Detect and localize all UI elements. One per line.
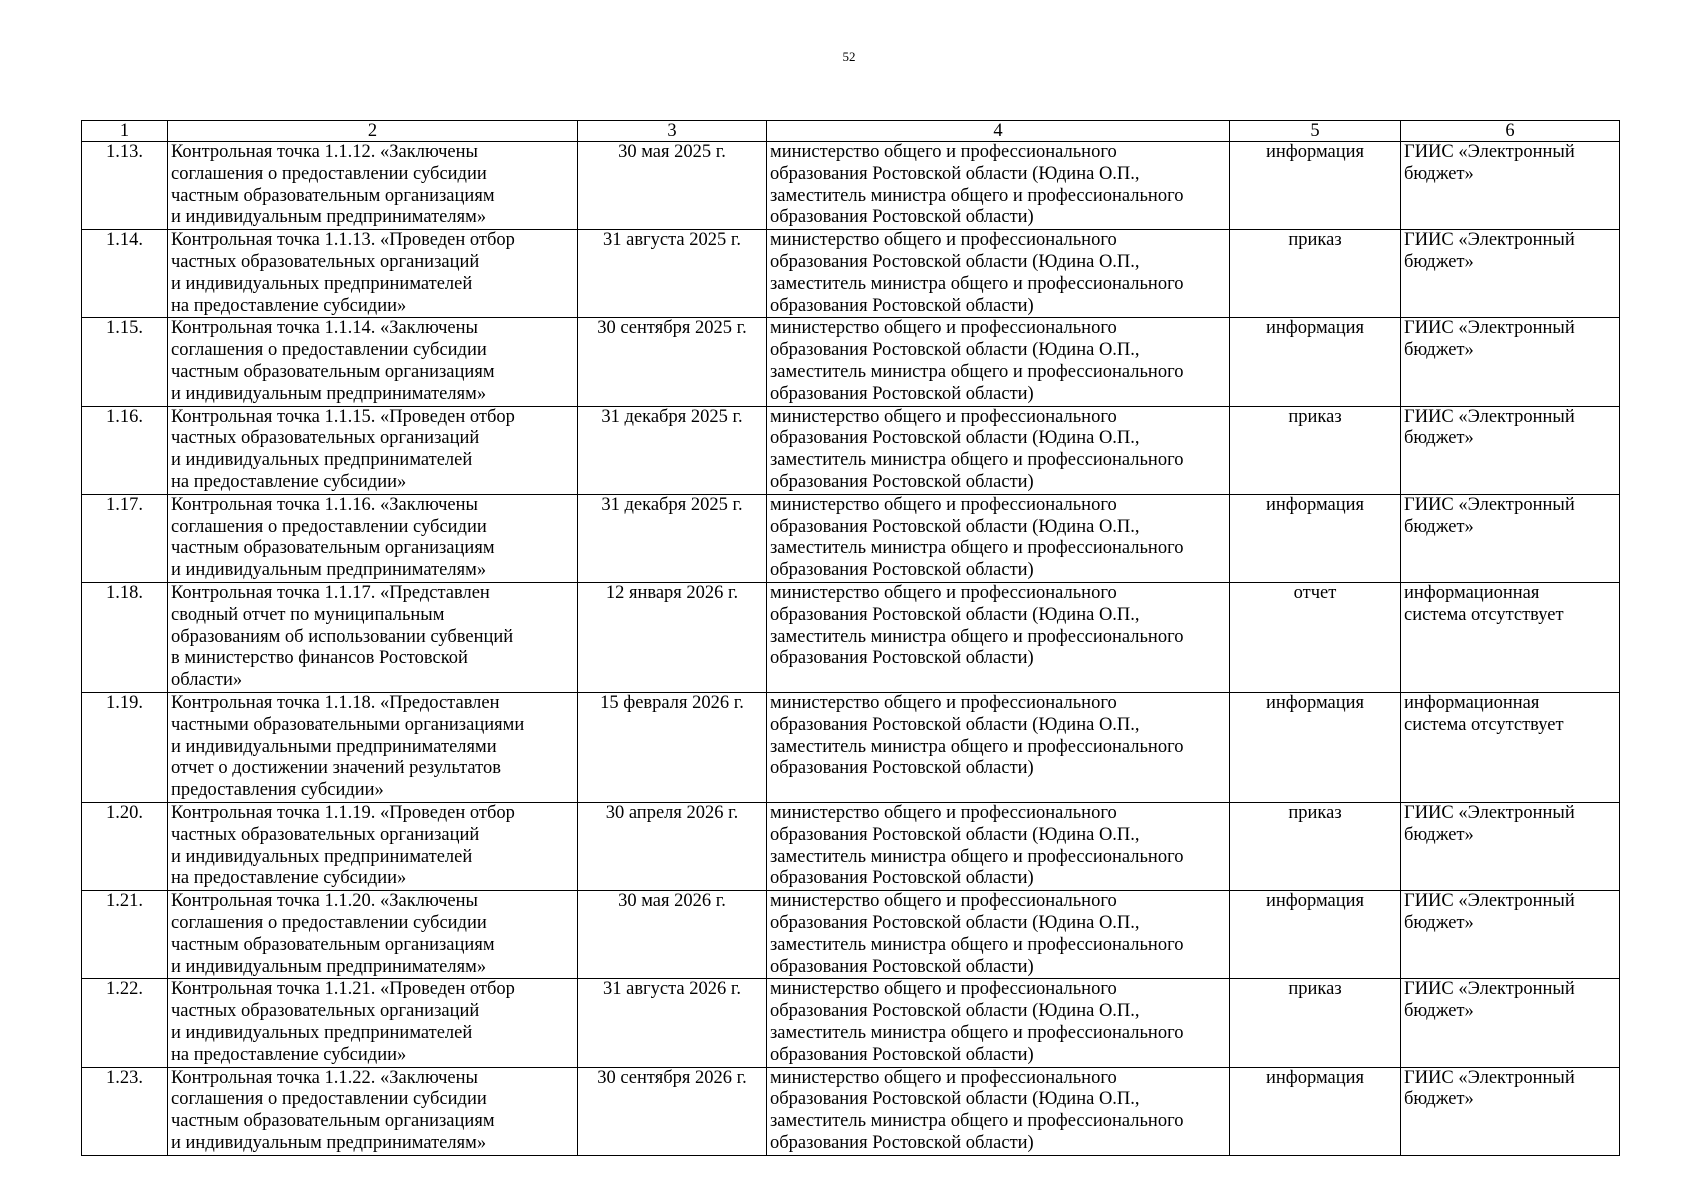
information-system-cell-text: ГИИС «Электронный бюджет»: [1404, 891, 1575, 933]
document-type-cell-text: приказ: [1288, 979, 1342, 1000]
event-cell-text: Контрольная точка 1.1.14. «Заключены соглашения о предоставлении субсидии частным образовательным организациям и индивидуальным предпринимателям»: [171, 318, 495, 404]
event-cell-text: Контрольная точка 1.1.13. «Проведен отбор частных образовательных организаций и индивидуальных предпринимателей на предоставление субсидии»: [171, 230, 515, 316]
information-system-cell: [1401, 802, 1620, 890]
event-cell-text: Контрольная точка 1.1.19. «Проведен отбор частных образовательных организаций и индивидуальных предпринимателей на предоставление субсидии»: [171, 802, 515, 889]
information-system-cell: [1401, 494, 1620, 582]
deadline-cell: [578, 318, 767, 406]
deadline-cell-text: 31 августа 2025 г.: [602, 230, 742, 251]
deadline-cell: [578, 891, 767, 979]
event-cell: [168, 979, 578, 1067]
responsible-cell: [767, 318, 1230, 406]
table-row: [82, 494, 1620, 582]
document-type-cell: [1230, 318, 1401, 406]
information-system-cell-text: ГИИС «Электронный бюджет»: [1404, 406, 1575, 449]
information-system-cell-text: ГИИС «Электронный бюджет»: [1404, 1067, 1575, 1110]
event-cell: [168, 891, 578, 979]
information-system-cell-text: ГИИС «Электронный бюджет»: [1404, 494, 1575, 537]
responsible-cell: [767, 1067, 1230, 1155]
document-type-cell-text: информация: [1265, 692, 1365, 713]
table-row: [82, 979, 1620, 1067]
responsible-cell: [767, 692, 1230, 802]
document-type-cell: [1230, 692, 1401, 802]
event-cell: [168, 494, 578, 582]
responsible-cell: [767, 979, 1230, 1067]
table-row: [82, 318, 1620, 406]
row-number-cell: [82, 582, 168, 692]
deadline-cell-text: 30 сентября 2025 г.: [597, 318, 747, 339]
responsible-cell-text: министерство общего и профессионального образования Ростовской области (Юдина О.П., заместитель министра общего и профессионального образования Ростовской области): [770, 802, 1184, 889]
column-header: 4: [767, 121, 1230, 142]
responsible-cell-text: министерство общего и профессионального образования Ростовской области (Юдина О.П., заместитель министра общего и профессионального образования Ростовской области): [770, 494, 1184, 581]
document-type-cell-text: информация: [1265, 142, 1365, 162]
responsible-cell: [767, 582, 1230, 692]
row-number-cell-text: 1.21.: [106, 891, 143, 912]
deadline-cell: [578, 979, 767, 1067]
responsible-cell-text: министерство общего и профессионального образования Ростовской области (Юдина О.П., заместитель министра общего и профессионального образования Ростовской области): [770, 1067, 1184, 1153]
event-cell: [168, 802, 578, 890]
information-system-cell-text: ГИИС «Электронный бюджет»: [1404, 230, 1575, 272]
information-system-cell-text: информационная система отсутствует: [1404, 692, 1564, 735]
event-cell-text: Контрольная точка 1.1.20. «Заключены соглашения о предоставлении субсидии частным образовательным организациям и индивидуальным предпринимателям»: [171, 891, 495, 977]
document-type-cell-text: информация: [1265, 494, 1365, 515]
document-type-cell: [1230, 406, 1401, 494]
information-system-cell-text: ГИИС «Электронный бюджет»: [1404, 802, 1575, 845]
document-type-cell-text: приказ: [1288, 230, 1342, 251]
responsible-cell-text: министерство общего и профессионального образования Ростовской области (Юдина О.П., заместитель министра общего и профессионального образования Ростовской области): [770, 891, 1184, 977]
deadline-cell-text: 31 августа 2026 г.: [602, 979, 742, 1000]
document-type-cell: [1230, 802, 1401, 890]
document-type-cell-text: информация: [1265, 318, 1365, 339]
row-number-cell: [82, 318, 168, 406]
event-cell: [168, 230, 578, 318]
table-row: [82, 802, 1620, 890]
row-number-cell-text: 1.15.: [106, 318, 143, 339]
deadline-cell: [578, 1067, 767, 1155]
table-body: [82, 142, 1620, 1156]
column-header: 3: [578, 121, 767, 142]
column-header: 2: [168, 121, 578, 142]
document-type-cell: [1230, 582, 1401, 692]
event-cell: [168, 142, 578, 230]
information-system-cell: [1401, 582, 1620, 692]
row-number-cell-text: 1.14.: [106, 230, 143, 251]
row-number-cell-text: 1.13.: [106, 142, 143, 162]
responsible-cell: [767, 142, 1230, 230]
table-row: [82, 692, 1620, 802]
event-cell-text: Контрольная точка 1.1.16. «Заключены соглашения о предоставлении субсидии частным образовательным организациям и индивидуальным предпринимателям»: [171, 494, 495, 581]
information-system-cell-text: информационная система отсутствует: [1404, 582, 1564, 625]
row-number-cell: [82, 891, 168, 979]
table-row: [82, 582, 1620, 692]
table-row: [82, 891, 1620, 979]
deadline-cell: [578, 802, 767, 890]
row-number-cell-text: 1.20.: [106, 802, 143, 823]
responsible-cell-text: министерство общего и профессионального образования Ростовской области (Юдина О.П., заместитель министра общего и профессионального образования Ростовской области): [770, 406, 1184, 492]
document-type-cell-text: приказ: [1288, 406, 1342, 427]
document-type-cell-text: отчет: [1293, 582, 1337, 603]
row-number-cell: [82, 406, 168, 494]
event-cell: [168, 1067, 578, 1155]
event-cell-text: Контрольная точка 1.1.15. «Проведен отбор частных образовательных организаций и индивидуальных предпринимателей на предоставление субсидии»: [171, 406, 515, 492]
document-type-cell-text: приказ: [1288, 802, 1342, 823]
row-number-cell-text: 1.17.: [106, 494, 143, 515]
information-system-cell: [1401, 979, 1620, 1067]
information-system-cell-text: ГИИС «Электронный бюджет»: [1404, 142, 1575, 184]
control-points-table: [81, 120, 1620, 1156]
information-system-cell: [1401, 230, 1620, 318]
deadline-cell-text: 30 апреля 2026 г.: [605, 802, 739, 823]
table-row: [82, 1067, 1620, 1155]
deadline-cell-text: 30 мая 2025 г.: [618, 142, 726, 162]
responsible-cell: [767, 891, 1230, 979]
information-system-cell: [1401, 318, 1620, 406]
information-system-cell: [1401, 142, 1620, 230]
information-system-cell: [1401, 692, 1620, 802]
responsible-cell-text: министерство общего и профессионального образования Ростовской области (Юдина О.П., заместитель министра общего и профессионального образования Ростовской области): [770, 230, 1184, 316]
event-cell: [168, 582, 578, 692]
deadline-cell-text: 15 февраля 2026 г.: [600, 692, 744, 713]
deadline-cell-text: 31 декабря 2025 г.: [601, 494, 743, 515]
table-header-row: [82, 121, 1620, 142]
column-header: 5: [1230, 121, 1401, 142]
page-number: 52: [842, 49, 856, 64]
deadline-cell: [578, 582, 767, 692]
document-type-cell: [1230, 494, 1401, 582]
event-cell-text: Контрольная точка 1.1.18. «Предоставлен частными образовательными организациями и индивидуальными предпринимателями отчет о достижении значений результатов предоставления субсидии»: [171, 692, 525, 801]
responsible-cell-text: министерство общего и профессионального образования Ростовской области (Юдина О.П., заместитель министра общего и профессионального образования Ростовской области): [770, 979, 1184, 1065]
responsible-cell: [767, 802, 1230, 890]
document-type-cell: [1230, 1067, 1401, 1155]
responsible-cell: [767, 230, 1230, 318]
document-type-cell: [1230, 142, 1401, 230]
table-row: [82, 142, 1620, 230]
document-type-cell-text: информация: [1265, 1067, 1365, 1088]
document-type-cell-text: информация: [1265, 891, 1365, 912]
deadline-cell-text: 30 мая 2026 г.: [618, 891, 726, 912]
document-type-cell: [1230, 891, 1401, 979]
deadline-cell-text: 30 сентября 2026 г.: [597, 1067, 747, 1088]
row-number-cell: [82, 692, 168, 802]
event-cell: [168, 406, 578, 494]
row-number-cell: [82, 494, 168, 582]
deadline-cell: [578, 406, 767, 494]
responsible-cell: [767, 494, 1230, 582]
row-number-cell: [82, 802, 168, 890]
information-system-cell: [1401, 1067, 1620, 1155]
event-cell-text: Контрольная точка 1.1.12. «Заключены соглашения о предоставлении субсидии частным образовательным организациям и индивидуальным предпринимателям»: [171, 142, 495, 228]
row-number-cell: [82, 1067, 168, 1155]
document-type-cell: [1230, 230, 1401, 318]
row-number-cell-text: 1.19.: [106, 692, 143, 713]
responsible-cell-text: министерство общего и профессионального образования Ростовской области (Юдина О.П., заместитель министра общего и профессионального образования Ростовской области): [770, 582, 1184, 669]
row-number-cell-text: 1.18.: [106, 582, 143, 603]
event-cell-text: Контрольная точка 1.1.17. «Представлен сводный отчет по муниципальным образованиям об использовании субвенций в министерство финансов Ростовской области»: [171, 582, 514, 691]
table-row: [82, 230, 1620, 318]
row-number-cell: [82, 230, 168, 318]
deadline-cell-text: 31 декабря 2025 г.: [601, 406, 743, 427]
deadline-cell: [578, 142, 767, 230]
row-number-cell: [82, 142, 168, 230]
row-number-cell: [82, 979, 168, 1067]
responsible-cell: [767, 406, 1230, 494]
table-row: [82, 406, 1620, 494]
event-cell-text: Контрольная точка 1.1.22. «Заключены соглашения о предоставлении субсидии частным образовательным организациям и индивидуальным предпринимателям»: [171, 1067, 495, 1153]
responsible-cell-text: министерство общего и профессионального образования Ростовской области (Юдина О.П., заместитель министра общего и профессионального образования Ростовской области): [770, 318, 1184, 404]
information-system-cell-text: ГИИС «Электронный бюджет»: [1404, 979, 1575, 1022]
responsible-cell-text: министерство общего и профессионального образования Ростовской области (Юдина О.П., заместитель министра общего и профессионального образования Ростовской области): [770, 692, 1184, 779]
deadline-cell: [578, 230, 767, 318]
information-system-cell-text: ГИИС «Электронный бюджет»: [1404, 318, 1575, 361]
information-system-cell: [1401, 406, 1620, 494]
row-number-cell-text: 1.23.: [106, 1067, 143, 1088]
event-cell: [168, 318, 578, 406]
deadline-cell: [578, 494, 767, 582]
column-header: 6: [1401, 121, 1620, 142]
event-cell: [168, 692, 578, 802]
row-number-cell-text: 1.22.: [106, 979, 143, 1000]
deadline-cell-text: 12 января 2026 г.: [605, 582, 739, 603]
responsible-cell-text: министерство общего и профессионального образования Ростовской области (Юдина О.П., заместитель министра общего и профессионального образования Ростовской области): [770, 142, 1184, 228]
document-type-cell: [1230, 979, 1401, 1067]
information-system-cell: [1401, 891, 1620, 979]
column-header: 1: [82, 121, 168, 142]
deadline-cell: [578, 692, 767, 802]
row-number-cell-text: 1.16.: [106, 406, 143, 427]
event-cell-text: Контрольная точка 1.1.21. «Проведен отбор частных образовательных организаций и индивидуальных предпринимателей на предоставление субсидии»: [171, 979, 515, 1065]
